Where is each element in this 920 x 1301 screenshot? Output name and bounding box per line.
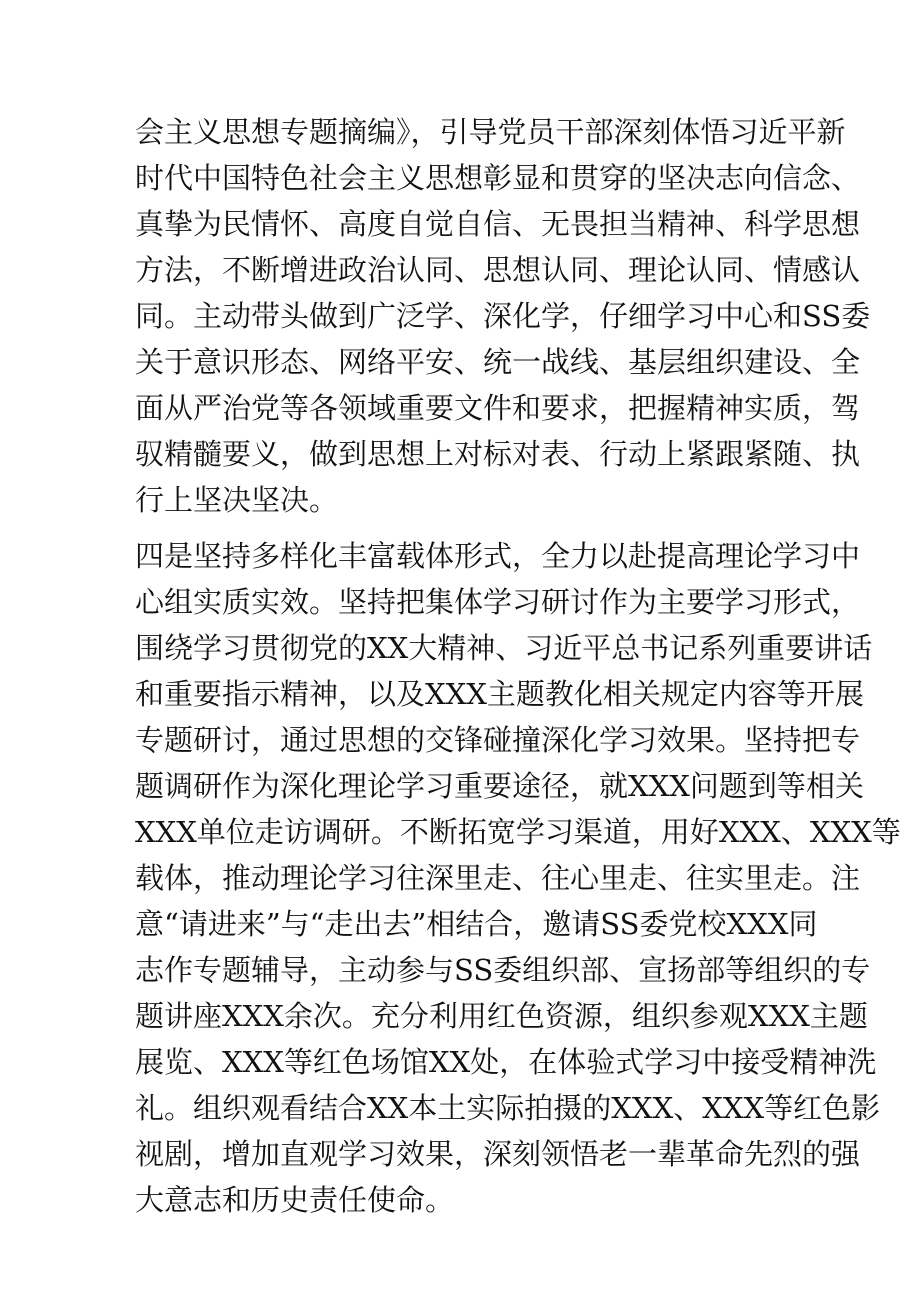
paragraph-line: 真挚为民情怀、高度自觉自信、无畏担当精神、科学思想: [135, 207, 861, 241]
paragraph-line: 和重要指示精神，以及XXX主题教化相关规定内容等开展: [135, 677, 864, 711]
paragraph-line: 载体，推动理论学习往深里走、往心里走、往实里走。注: [135, 861, 861, 895]
paragraph-line: 礼。组织观看结合XX本土实际拍摄的XXX、XXX等红色影: [135, 1091, 881, 1125]
paragraph-line: 大意志和历史责任使命。: [135, 1183, 455, 1217]
paragraph-line: 题讲座XXX余次。充分利用红色资源，组织参观XXX主题: [135, 999, 868, 1033]
paragraph-line: XXX单位走访调研。不断拓宽学习渠道，用好XXX、XXX等: [135, 815, 901, 849]
paragraph-line: 方法，不断增进政治认同、思想认同、理论认同、情感认: [135, 253, 861, 287]
paragraph-line: 心组实质实效。坚持把集体学习研讨作为主要学习形式，: [135, 585, 861, 619]
paragraph-line: 时代中国特色社会主义思想彰显和贯穿的坚决志向信念、: [135, 161, 861, 195]
paragraph-line: 志作专题辅导，主动参与SS委组织部、宣扬部等组织的专: [135, 953, 871, 987]
paragraph-line: 题调研作为深化理论学习重要途径，就XXX问题到等相关: [135, 769, 864, 803]
paragraph-line: 围绕学习贯彻党的XX大精神、习近平总书记系列重要讲话: [135, 631, 873, 665]
paragraph-line: 四是坚持多样化丰富载体形式，全力以赴提高理论学习中: [135, 539, 861, 573]
paragraph-line: 面从严治党等各领域重要文件和要求，把握精神实质，驾: [135, 391, 861, 425]
paragraph-line: 展览、XXX等红色场馆XX处，在体验式学习中接受精神洗: [135, 1045, 877, 1079]
paragraph-line: 视剧，增加直观学习效果，深刻领悟老一辈革命先烈的强: [135, 1137, 861, 1171]
paragraph-line: 驭精髓要义，做到思想上对标对表、行动上紧跟紧随、执: [135, 437, 861, 471]
paragraph-line: 关于意识形态、网络平安、统一战线、基层组织建设、全: [135, 345, 861, 379]
paragraph-line: 同。主动带头做到广泛学、深化学，仔细学习中心和SS委: [135, 299, 871, 333]
paragraph-line: 行上坚决坚决。: [135, 483, 339, 517]
paragraph-line: 会主义思想专题摘编》，引导党员干部深刻体悟习近平新: [135, 115, 846, 149]
paragraph-line: 专题研讨，通过思想的交锋碰撞深化学习效果。坚持把专: [135, 723, 861, 757]
paragraph-line: 意“请进来”与“走出去”相结合，邀请SS委党校XXX同: [135, 907, 818, 941]
